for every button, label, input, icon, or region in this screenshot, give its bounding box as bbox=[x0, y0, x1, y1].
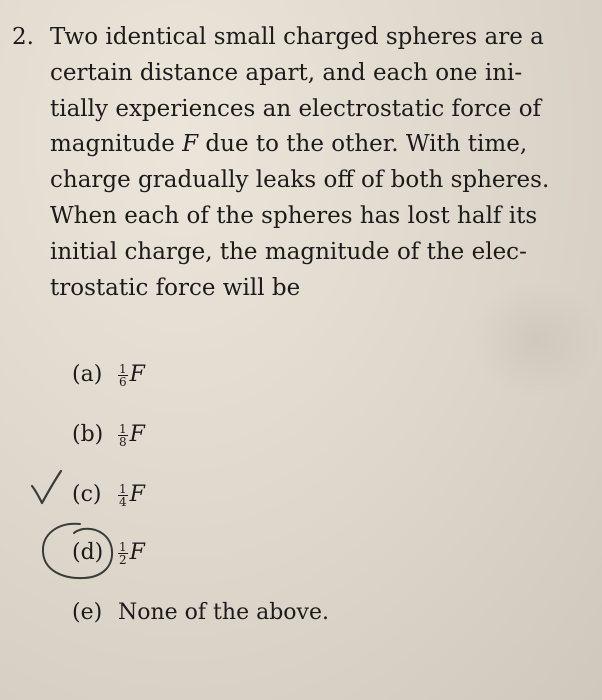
problem-line-8: trostatic force will be bbox=[50, 274, 301, 301]
option-a-numerator: 1 bbox=[119, 361, 127, 376]
option-e-text: None of the above. bbox=[118, 600, 329, 625]
option-b-variable: F bbox=[129, 422, 145, 447]
problem-statement bbox=[50, 20, 588, 306]
option-a[interactable] bbox=[72, 360, 145, 390]
option-c-denominator: 4 bbox=[119, 494, 127, 509]
option-b-denominator: 8 bbox=[119, 434, 127, 449]
problem-number: 2. bbox=[12, 24, 34, 50]
option-d[interactable] bbox=[72, 538, 145, 568]
option-a-denominator: 6 bbox=[119, 374, 127, 389]
option-d-denominator: 2 bbox=[119, 552, 127, 567]
problem-line-2: certain distance apart, and each one ini- bbox=[50, 59, 523, 86]
option-a-fraction bbox=[118, 363, 128, 388]
option-a-label: (a) bbox=[72, 362, 103, 387]
option-b-label: (b) bbox=[72, 422, 104, 447]
force-variable: F bbox=[182, 131, 199, 158]
option-e-label: (e) bbox=[72, 600, 103, 625]
problem-line-7: initial charge, the magnitude of the elec- bbox=[50, 238, 527, 265]
option-c-label: (c) bbox=[72, 482, 102, 507]
option-c[interactable] bbox=[72, 480, 145, 510]
option-a-variable: F bbox=[129, 362, 145, 387]
problem-line-6: When each of the spheres has lost half its bbox=[50, 202, 538, 229]
problem-line-4-prefix: magnitude bbox=[50, 131, 175, 158]
option-d-label: (d) bbox=[72, 540, 104, 565]
option-e[interactable] bbox=[72, 598, 329, 628]
option-c-numerator: 1 bbox=[119, 481, 127, 496]
problem-line-4-rest: due to the other. With time, bbox=[205, 131, 528, 158]
option-d-numerator: 1 bbox=[119, 539, 127, 554]
option-b-fraction bbox=[118, 423, 128, 448]
problem-line-4 bbox=[50, 127, 588, 163]
option-c-fraction bbox=[118, 483, 128, 508]
option-b[interactable] bbox=[72, 420, 145, 450]
option-d-variable: F bbox=[129, 540, 145, 565]
option-b-numerator: 1 bbox=[119, 421, 127, 436]
problem-line-5: charge gradually leaks off of both spheres. bbox=[50, 167, 550, 194]
option-c-variable: F bbox=[129, 482, 145, 507]
option-d-fraction bbox=[118, 541, 128, 566]
problem-line-3: tially experiences an electrostatic force of bbox=[50, 95, 542, 122]
problem-line-1: Two identical small charged spheres are a bbox=[50, 24, 544, 50]
